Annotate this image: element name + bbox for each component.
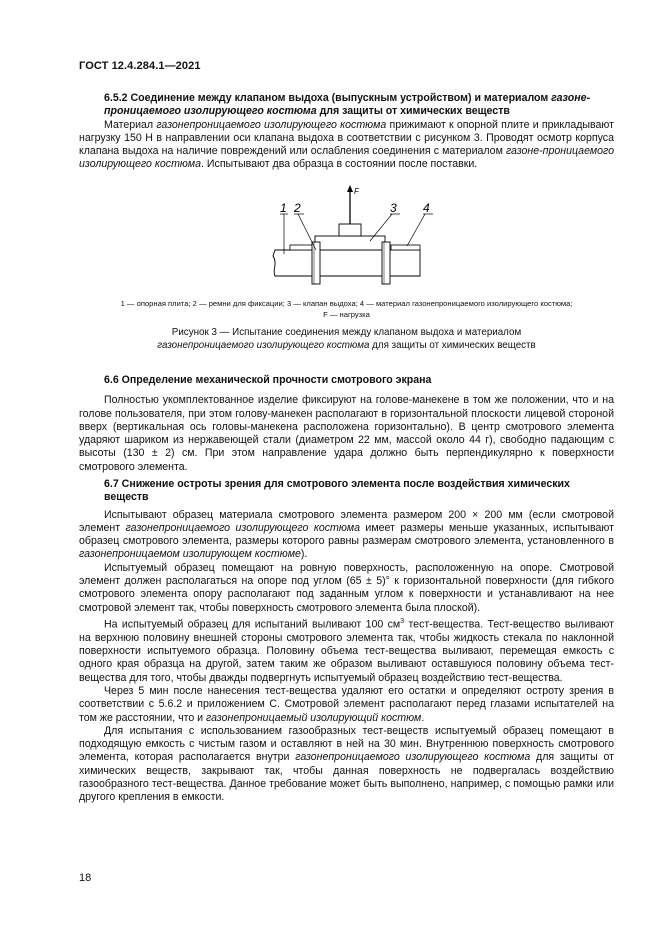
section-heading: 6.5.2 Соединение между клапаном выдоха (выпускным устройством) и материалом газоне-проницаемого изолирующего костюма для защиты от химических веществ <box>104 92 591 118</box>
page-header: ГОСТ 12.4.284.1—2021 <box>79 60 201 72</box>
section-heading: 6.6 Определение механической прочности смотрового экрана <box>104 374 432 386</box>
callout-3: 3 <box>390 201 397 215</box>
figure-3-diagram <box>260 184 440 294</box>
force-label: F <box>354 187 359 196</box>
section-6-5-2 <box>79 92 614 172</box>
callout-1: 1 <box>280 201 287 215</box>
force-arrow-head <box>347 185 353 192</box>
paragraph: На испытуемый образец для испытаний выливают 100 $см^3$ тест-вещества. Тест-вещество выливают на верхнюю половину внешней стороны смотрового элемента так, чтобы жидкость стекала по наклонной поверхности испытуемого образца. Половину объема тест-вещества выливают, перемещая емкость с одного края образца на другой, затем таким же образом выливают оставшуюся половину объема тест-вещества для того, чтобы дважды подвергнуть испытуемый образец воздействию тест-вещества. <box>79 617 614 684</box>
figure-caption: Рисунок 3 — Испытание соединения между клапаном выдоха и материалом газонепроницаемого изолирующего костюма для защиты от химических веществ <box>157 327 536 351</box>
paragraph: Испытуемый образец помещают на ровную поверхность, расположенную на опоре. Смотровой элемент должен располагаться на опоре под углом (65 ± 5)° к горизонтальной поверхности (для гибкого смотрового элемента опору располагают под заданным углом к поверхности и устанавливают на нее смотровой элемент так, чтобы поверхность смотрового элемента была плоской). <box>79 561 614 614</box>
figure-legend: 1 — опорная плита; 2 — ремни для фиксации; 3 — клапан выдоха; 4 — материал газонепроницаемого изолирующего костюма; F — нагрузка <box>120 299 573 319</box>
support-plate <box>273 250 420 276</box>
paragraph: Для испытания с использованием газообразных тест-веществ испытуемый образец помещают в подходящую емкость с чистым газом и оставляют в ней на 30 мин. Внутреннюю поверхность смотрового элемента, которая располагается внутри газонепроницаемого изолирующего костюма для защиты от химических веществ, закрывают так, чтобы данная поверхность не подвергалась воздействию газообразного тест-вещества. Данное требование может быть выполнено, например, с помощью рамки или другого крепления в емкости. <box>79 724 615 804</box>
leader-4 <box>407 214 425 246</box>
callout-2: 2 <box>294 201 301 215</box>
section-6-7 <box>79 478 614 805</box>
page-number: 18 <box>79 872 92 884</box>
strap-right <box>382 242 390 284</box>
paragraph: Материал газонепроницаемого изолирующего костюма прижимают к опорной плите и прикладывают нагрузку 150 Н в направлении оси клапана выдоха в соответствии с рисунком 3. Проводят осмотр корпуса клапана выдоха на наличие повреждений или ослабления соединения с материалом газоне-проницаемого изолирующего костюма. Испытывают два образца в состоянии после поставки. <box>79 118 614 171</box>
exhale-valve-top <box>339 224 361 236</box>
section-6-6 <box>79 374 614 474</box>
strap-left <box>312 242 320 284</box>
callout-4: 4 <box>423 201 430 215</box>
paragraph: Через 5 мин после нанесения тест-вещества удаляют его остатки и определяют остроту зрения в соответствии с 5.6.2 и приложением С. Смотровой элемент располагают перед глазами испытателей на том же расстоянии, что и газонепроницаемый изолирующий костюм. <box>79 684 614 724</box>
exhale-valve-body <box>315 236 385 250</box>
section-heading: 6.7 Снижение остроты зрения для смотрового элемента после воздействия химических веществ <box>104 478 570 504</box>
material-layer-right <box>391 245 420 250</box>
paragraph: Полностью укомплектованное изделие фиксируют на голове-манекене в том же положении, что и на голове пользователя, при этом голову-манекен располагают в горизонтальной плоскости лицевой стороной вверх (вертикальная ось головы-манекена расположена горизонтально). В центр смотрового элемента ударяют шариком из нержавеющей стали (диаметром 22 мм, массой около 44 г), свободно падающим с высоты (130 ± 2) см. При этом направление удара должно быть перпендикулярно к поверхности смотрового элемента. <box>79 394 614 473</box>
paragraph: Испытывают образец материала смотрового элемента размером 200 × 200 мм (если смотровой элемент газонепроницаемого изолирующего костюма имеет размеры меньше указанных, испытывают образец смотрового элемента, размеры которого равны размерам смотрового элемента, установленного в газонепроницаемом изолирующем костюме). <box>79 508 614 561</box>
